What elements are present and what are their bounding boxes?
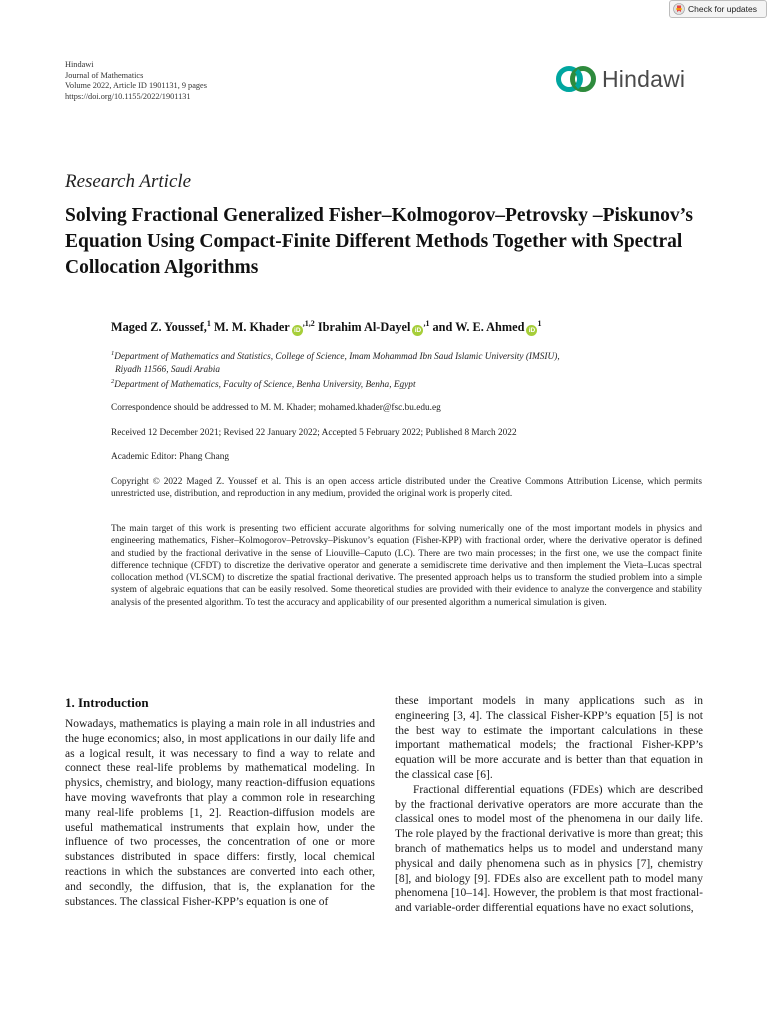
copyright-notice: Copyright © 2022 Maged Z. Youssef et al. This is an open access article distributed under the Creative Commons Attribution License, which permits unrestricted use, distribution, and reproduction in any medium, provided the original work is properly cited. [111,477,702,500]
author-list [111,319,541,336]
affiliation-mark: 1 [111,350,115,357]
check-for-updates-label: Check for updates [688,4,757,14]
academic-editor: Academic Editor: Phang Chang [111,452,229,462]
publisher-name: Hindawi [65,60,94,69]
orcid-icon[interactable]: iD [292,325,303,336]
paragraph: Fractional differential equations (FDEs) which are described by the fractional derivative operators are more accurate than the classical ones to model most of the phenomena in our daily life. The role played by the fractional derivative is more than great; this branch of mathematics helps us to model and understand many physical and daily phenomena such as in physics [7], chemistry [8], and biology [9]. FDEs also are excellent path to model many phenomena [10–14]. However, the problem is that most fractional- and variable-order differential equations have no exact solutions, [395,783,703,915]
paper-title: Solving Fractional Generalized Fisher–Kolmogorov–Petrovsky –Piskunov’s Equation Using Compact-Finite Different Methods Together with Spectral Collocation Algorithms [65,205,693,278]
orcid-icon[interactable]: iD [526,325,537,336]
hindawi-logo-icon [556,62,596,96]
author-affiliation-mark: 1 [206,319,211,328]
doi-link[interactable]: https://doi.org/10.1155/2022/1901131 [65,91,191,101]
affiliation-text: Riyadh 11566, Saudi Arabia [115,364,221,375]
author-affiliation-mark: ,1,2 [302,319,315,328]
hindawi-logo [556,62,685,96]
crossmark-icon [673,3,685,15]
author-name: Maged Z. Youssef, [111,320,207,335]
affiliation-1 [111,348,711,376]
journal-name: Journal of Mathematics [65,70,144,80]
affiliation-mark: 2 [111,377,115,385]
affiliation-text: Department of Mathematics, Faculty of Science, Benha University, Benha, Egypt [114,380,416,390]
hindawi-logo-text: Hindawi [602,65,686,92]
body-column-left [65,717,375,909]
publication-dates: Received 12 December 2021; Revised 22 January 2022; Accepted 5 February 2022; Published 8 March 2022 [111,428,517,438]
article-type: Research Article [65,171,192,192]
author-name: M. M. Khader [213,320,290,335]
affiliations [111,348,711,391]
author-affiliation-mark: 1 [537,319,542,328]
affiliation-text: Department of Mathematics and Statistics, College of Science, Imam Mohammad Ibn Saud Islamic University (IMSIU), [114,352,560,363]
paragraph: these important models in many applications such as in engineering [3, 4]. The classical Fisher-KPP’s equation [5] is not the best way to estimate the important calculations in these important mathematical models; the fractional Fisher-KPP’s equation will be more accurate and is better than that equation in the classical case [6]. [395,695,703,781]
journal-metadata [65,60,207,102]
paragraph: Nowadays, mathematics is playing a main role in all industries and the huge economics; also, in most applications in our daily life and as a logical result, it was necessary to find a way to relate and connect these real-life problems by mathematical modeling. In physics, chemistry, and biology, many reaction-diffusion equations have moving wavefronts that play a common role in researching many real-life problems [1, 2]. Reaction-diffusion models are useful mathematical instruments that explain how, under the influence of two processes, the concentration of one or more substances distributed in space differs: firstly, local chemical reactions in which the substances are converted into each other, and secondly, the diffusion, that is, the explanation for the substances. The classical Fisher-KPP’s equation is one of [65,718,375,908]
check-for-updates-button[interactable] [669,0,767,18]
abstract: The main target of this work is presenting two efficient accurate algorithms for solving numerically one of the most important models in physics and engineering mathematics, Fisher–Kolmogorov–Petrovsky–Piskunov’s equation (Fisher-KPP) with fractional order, where the derivative operator is defined and studied by the fractional derivative in the sense of Liouville–Caputo (LC). There are two main processes; in the first one, we use the compact finite difference technique (CFDT) to discretize the derivative operator and generate a semidiscrete time derivative and then implement the Vieta–Lucas spectral collocation method (VLSCM) to discretize the spatial fractional derivative. The presented approach helps us to transform the studied problem into a simple system of algebraic equations that can be easily resolved. Some theoretical studies are provided with their evidence to analyze the convergence and stability analysis of the presented algorithm. To test the accuracy and applicability of our presented algorithm a numerical simulation is given. [111,524,702,608]
author-name: and W. E. Ahmed [432,320,525,335]
affiliation-2 [111,376,711,392]
volume-info: Volume 2022, Article ID 1901131, 9 pages [65,81,207,91]
correspondence: Correspondence should be addressed to M. M. Khader; mohamed.khader@fsc.bu.edu.eg [111,403,441,413]
author-name: Ibrahim Al-Dayel [317,320,411,335]
author-affiliation-mark: ,1 [423,319,430,328]
body-column-right [395,694,703,916]
orcid-icon[interactable]: iD [412,325,423,336]
section-heading: 1. Introduction [65,695,149,710]
